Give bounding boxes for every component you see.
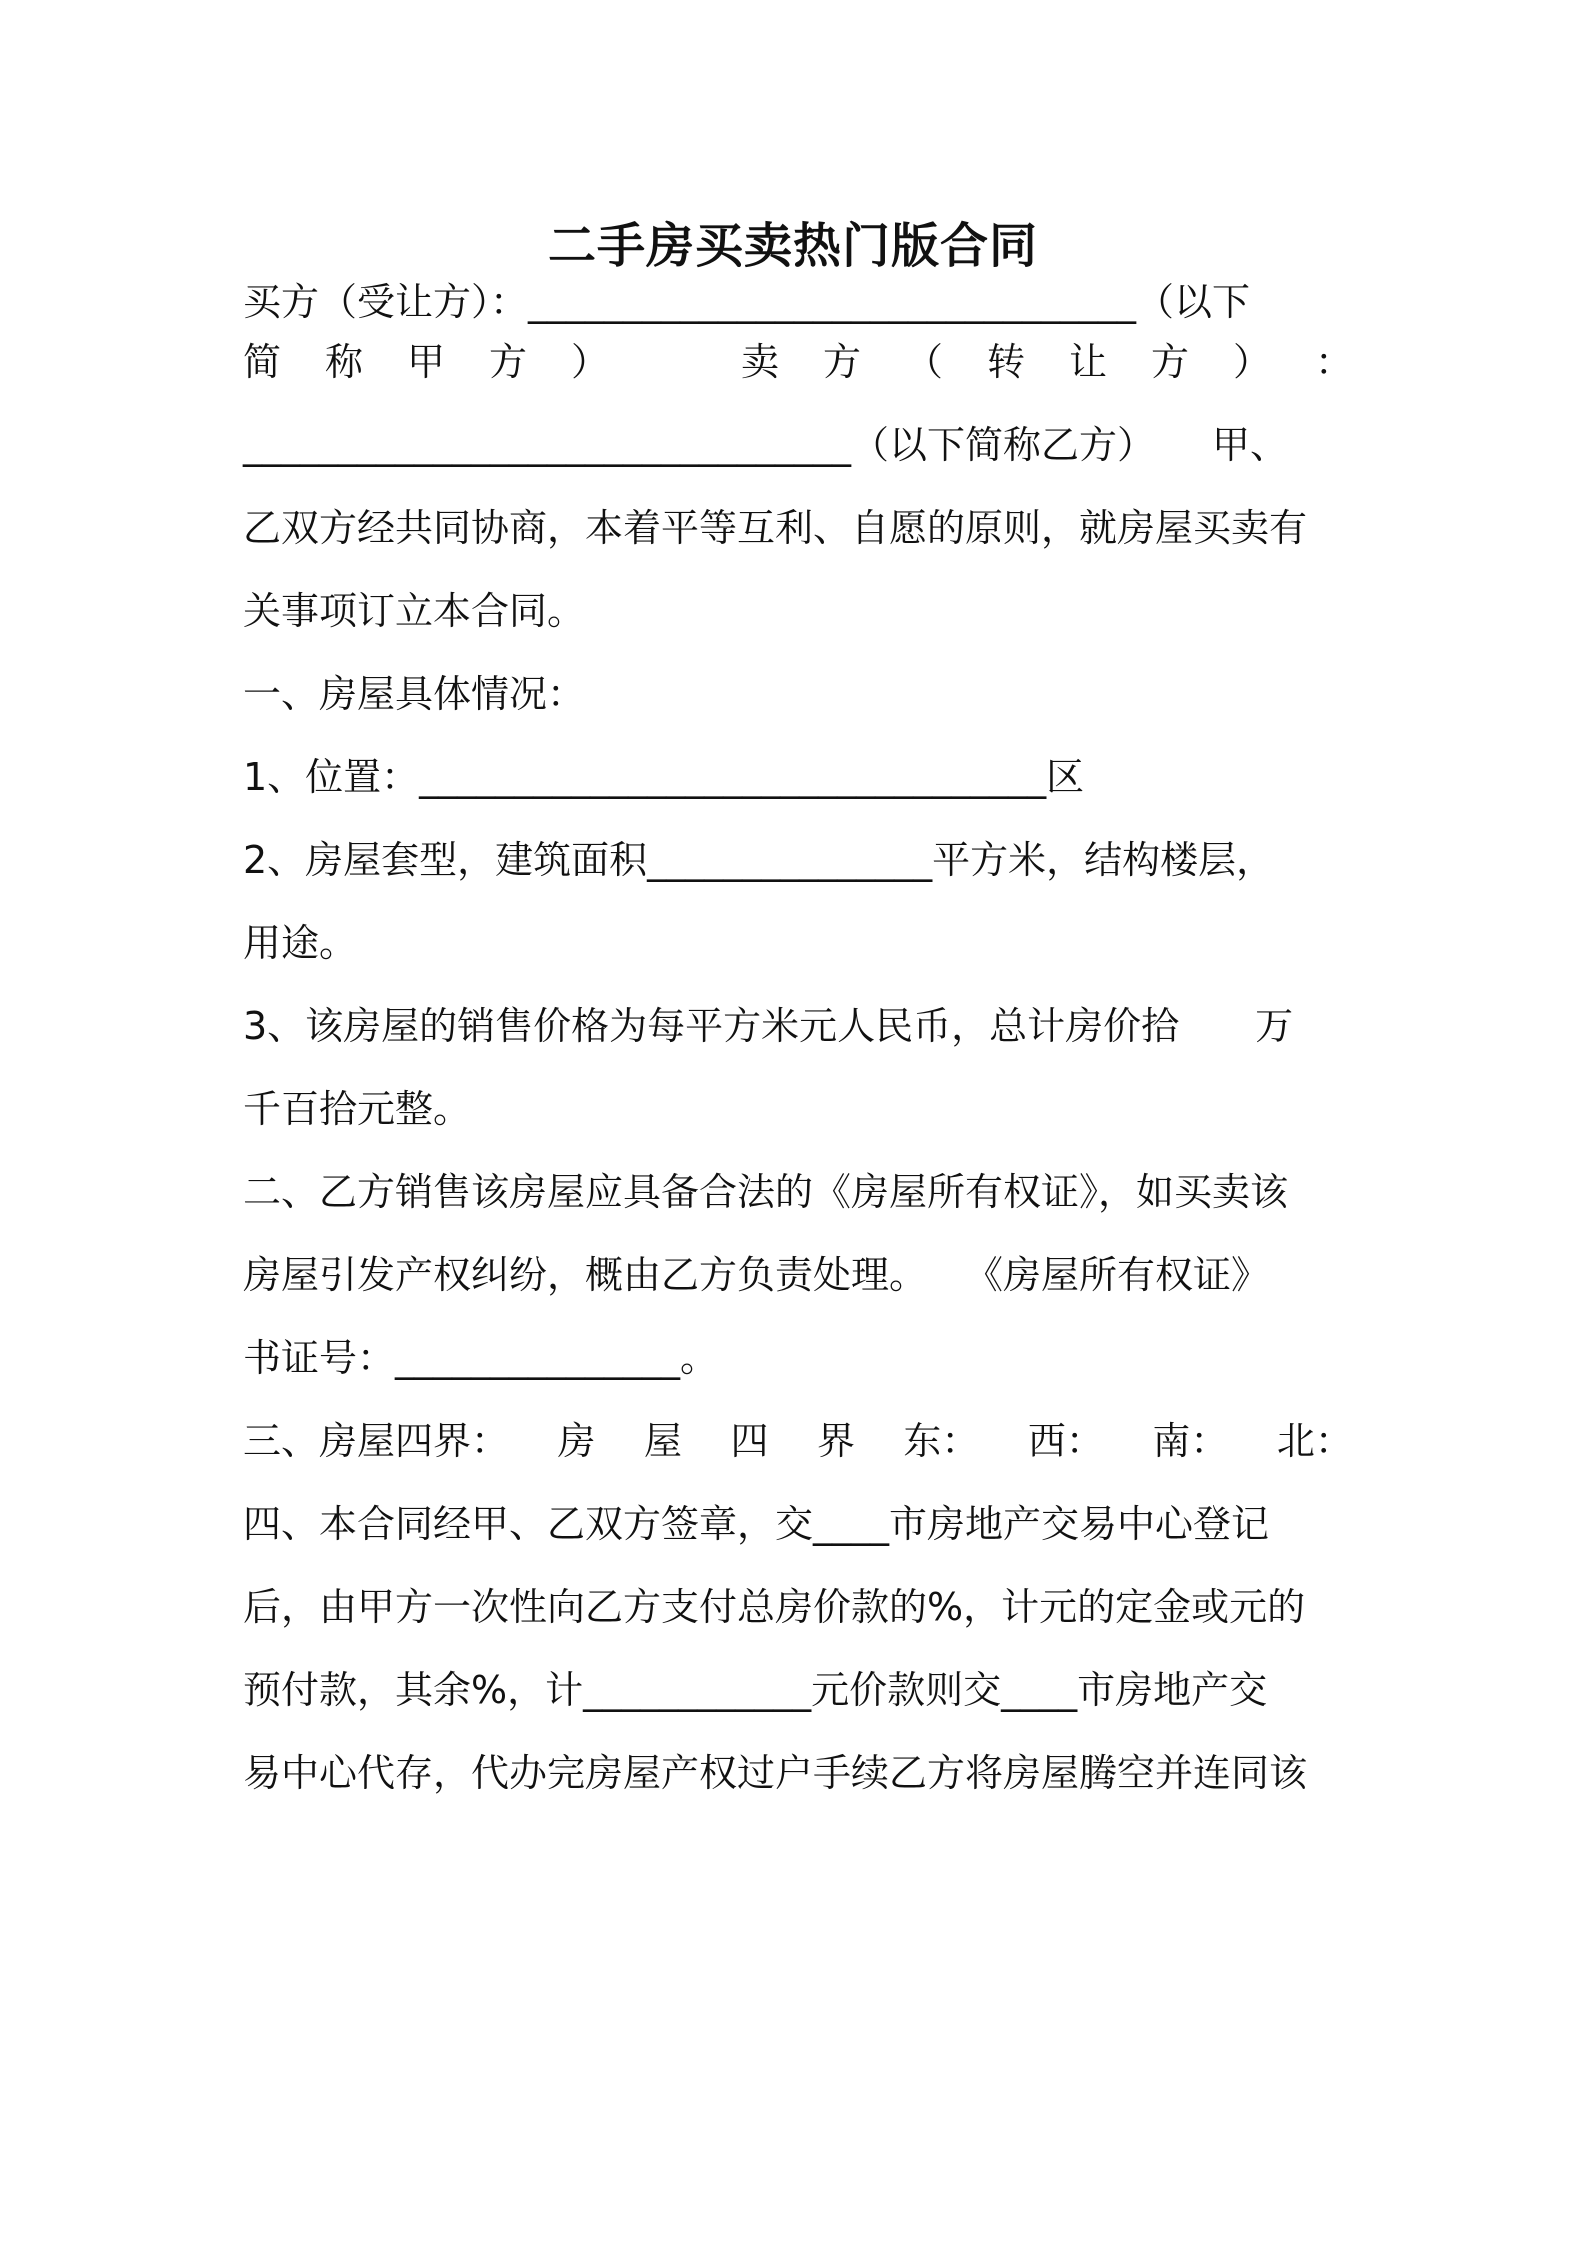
text-line-8: 2、房屋套型，建筑面积_______________平方米，结构楼层， [243,838,1275,882]
text-line-2-char: （ [904,340,943,384]
text-line-15-part: 界 [816,1419,855,1463]
text-line-15-part: 南： [1152,1419,1229,1463]
text-line-3: ________________________________（以下简称乙方） 甲、 [243,423,1289,467]
text-line-17: 后，由甲方一次性向乙方支付总房价款的%，计元的定金或元的 [243,1585,1306,1629]
text-line-15-part: 房 [557,1419,596,1463]
text-line-2-char: 称 [325,340,364,384]
text-line-18: 预付款，其余%，计____________元价款则交____市房地产交 [243,1668,1268,1712]
text-line-2-char: 方 [1150,340,1189,384]
text-line-19: 易中心代存，代办完房屋产权过户手续乙方将房屋腾空并连同该 [243,1751,1308,1795]
text-line-2-char: ） [571,340,610,384]
text-line-2-char: 方 [822,340,861,384]
text-line-15-part: 西： [1027,1419,1104,1463]
text-line-2-char: 简 [243,340,282,384]
text-line-2-char: ） [1232,340,1271,384]
text-line-5: 关事项订立本合同。 [243,589,586,633]
text-line-1: 买方（受让方）：________________________________（以下 [243,280,1251,324]
text-line-13: 房屋引发产权纠纷，概由乙方负责处理。 《房屋所有权证》 [243,1253,1270,1297]
text-line-4: 乙双方经共同协商，本着平等互利、自愿的原则，就房屋买卖有 [243,506,1308,550]
text-line-12: 二、乙方销售该房屋应具备合法的《房屋所有权证》，如买卖该 [243,1170,1289,1214]
text-line-7: 1、位置：_________________________________区 [243,755,1085,799]
text-line-15-part: 屋 [643,1419,682,1463]
text-line-16: 四、本合同经甲、乙双方签章，交____市房地产交易中心登记 [243,1502,1270,1546]
text-line-15-part: 四 [730,1419,769,1463]
text-line-2 [243,332,1353,392]
text-line-15-part: 北： [1276,1419,1353,1463]
text-line-11: 千百拾元整。 [243,1087,472,1131]
text-line-2-char: 卖 [740,340,779,384]
text-line-6: 一、房屋具体情况： [243,672,586,716]
text-line-2-char: ： [1314,340,1353,384]
text-line-9: 用途。 [243,921,358,965]
text-line-15-part: 三、房屋四界： [243,1419,510,1463]
text-line-10: 3、该房屋的销售价格为每平方米元人民币，总计房价拾 万 [243,1004,1294,1048]
document-title: 二手房买卖热门版合同 [547,218,1038,274]
text-line-15 [243,1411,1353,1471]
text-line-2-char: 甲 [407,340,446,384]
text-line-2-char: 方 [489,340,528,384]
text-line-2-char: 让 [1068,340,1107,384]
text-line-15-part: 东： [903,1419,980,1463]
text-line-14: 书证号：_______________。 [243,1336,719,1380]
text-line-2-char: 转 [986,340,1025,384]
